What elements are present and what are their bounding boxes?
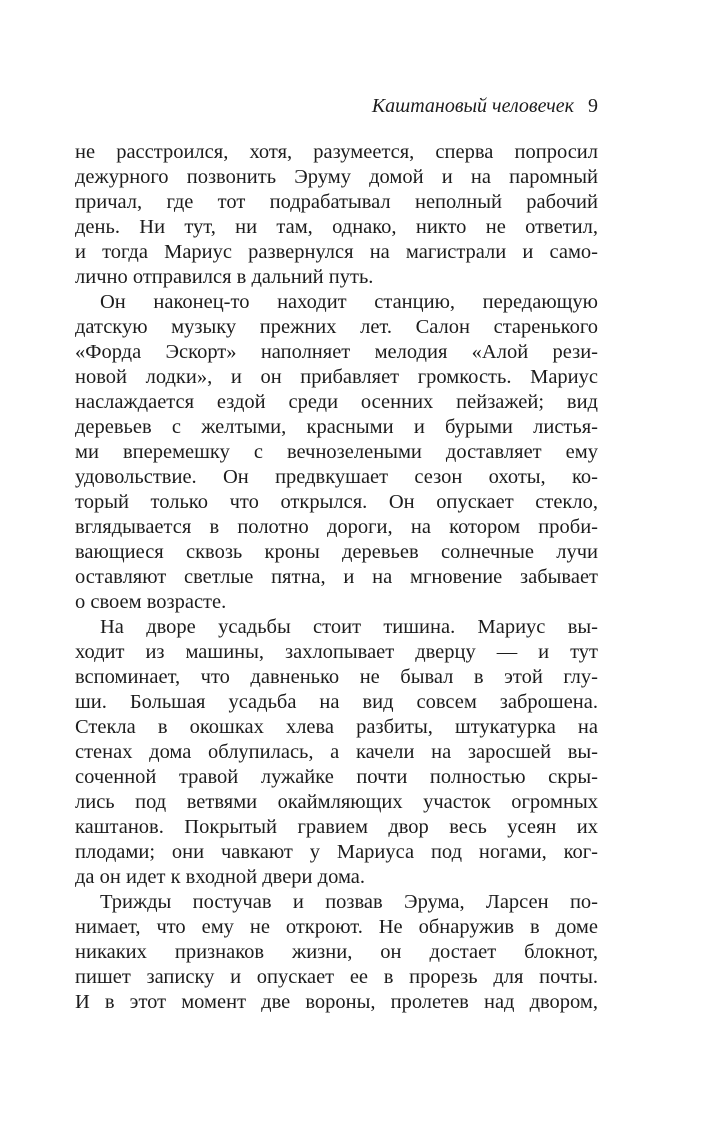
paragraph [75, 615, 598, 890]
text-line: плодами; они чавкают у Мариуса под ногами, ког- [75, 841, 598, 863]
text-line: На дворе усадьбы стоит тишина. Мариус вы- [100, 616, 598, 638]
text-line: день. Ни тут, ни там, однако, никто не ответил, [75, 216, 598, 238]
text-line: дежурного позвонить Эруму домой и на паромный [75, 166, 598, 188]
text-line: оставляют светлые пятна, и на мгновение забывает [75, 566, 598, 588]
text-line: вглядывается в полотно дороги, на котором проби- [75, 516, 598, 538]
text-line: о своем возрасте. [75, 591, 227, 613]
text-line: Он наконец-то находит станцию, передающую [100, 291, 598, 313]
text-line: наслаждается ездой среди осенних пейзажей; вид [75, 391, 598, 413]
text-line: лично отправился в дальний путь. [75, 266, 374, 288]
text-line: да он идет к входной двери дома. [75, 866, 366, 888]
text-line: ми вперемешку с вечнозелеными доставляет ему [75, 441, 598, 463]
text-line: каштанов. Покрытый гравием двор весь усеян их [75, 816, 598, 838]
text-line: И в этот момент две вороны, пролетев над двором, [75, 991, 598, 1013]
text-line: удовольствие. Он предвкушает сезон охоты, ко- [75, 466, 598, 488]
text-line: соченной травой лужайке почти полностью скры- [75, 766, 598, 788]
page-text [75, 140, 598, 1015]
text-line: стенах дома облупилась, а качели на заросшей вы- [75, 741, 598, 763]
text-line: вспоминает, что давненько не бывал в этой глу- [75, 666, 598, 688]
paragraph [75, 290, 598, 615]
text-line: ходит из машины, захлопывает дверцу — и тут [75, 641, 598, 663]
paragraph [75, 140, 598, 290]
text-line: и тогда Мариус развернулся на магистрали и само- [75, 241, 598, 263]
text-line: «Форда Эскорт» наполняет мелодия «Алой рези- [75, 341, 598, 363]
page-number: 9 [588, 95, 598, 117]
text-line: никаких признаков жизни, он достает блокнот, [75, 941, 598, 963]
text-line: пишет записку и опускает ее в прорезь для почты. [75, 966, 598, 988]
text-line: Стекла в окошках хлева разбиты, штукатурка на [75, 716, 598, 738]
text-line: не расстроился, хотя, разумеется, сперва попросил [75, 141, 598, 163]
text-line: новой лодки», и он прибавляет громкость. Мариус [75, 366, 598, 388]
text-line: вающиеся сквозь кроны деревьев солнечные лучи [75, 541, 598, 563]
running-header-title: Каштановый человечек [371, 95, 574, 117]
text-line: нимает, что ему не откроют. Не обнаружив в доме [75, 916, 598, 938]
paragraph [75, 890, 598, 1015]
text-line: торый только что открылся. Он опускает стекло, [75, 491, 598, 513]
text-line: Трижды постучав и позвав Эрума, Ларсен по- [100, 891, 598, 913]
text-line: ши. Большая усадьба на вид совсем заброшена. [75, 691, 598, 713]
text-line: причал, где тот подрабатывал неполный рабочий [75, 191, 598, 213]
text-line: датскую музыку прежних лет. Салон старенького [75, 316, 598, 338]
running-header [75, 94, 598, 119]
text-line: деревьев с желтыми, красными и бурыми листья- [75, 416, 598, 438]
text-line: лись под ветвями окаймляющих участок огромных [75, 791, 598, 813]
